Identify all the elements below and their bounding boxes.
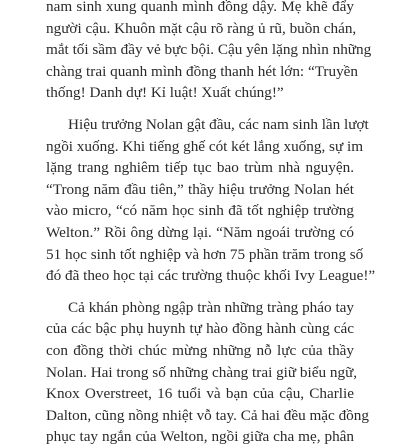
text-line: Dalton, cũng nồng nhiệt vỗ tay. Cả hai đều mặc đồng bbox=[46, 406, 369, 424]
paragraph-3 bbox=[46, 297, 369, 448]
text-line: phục tay ngắn của Welton, ngồi giữa cha mẹ, phân bbox=[46, 428, 354, 446]
text-line: vào micro, “có năm học sinh đã tốt nghiệp trường bbox=[46, 202, 354, 220]
text-line: Knox Overstreet, 16 tuổi và bạn của cậu, Charlie bbox=[46, 385, 354, 403]
text-body bbox=[46, 0, 376, 448]
text-line: Welton.” Rồi ông dừng lại. “Năm ngoái trường có bbox=[46, 223, 354, 241]
text-line: Hiệu trưởng Nolan gật đầu, các nam sinh lần lượt bbox=[68, 115, 369, 133]
text-line: ngồi xuống. Khi tiếng ghế cót két lắng xuống, sự im bbox=[46, 137, 364, 155]
text-line: lặng trang nghiêm tiếp tục bao trùm nhà nguyện. bbox=[46, 159, 354, 177]
text-line: người cậu. Khuôn mặt cậu rõ ràng ủ rũ, buồn chán, bbox=[46, 19, 357, 37]
paragraph-gap bbox=[46, 104, 354, 114]
text-line: thống! Danh dự! Kỉ luật! Xuất chúng!” bbox=[46, 84, 284, 102]
paragraph-2 bbox=[46, 114, 376, 287]
text-line: con đồng thời chúc mừng những nỗ lực của thầy bbox=[46, 341, 354, 359]
text-line: nam sinh xung quanh mình đồng dậy. Mẹ khẽ đẩy bbox=[46, 0, 354, 15]
text-line: Cả khán phòng ngập tràn những tràng pháo tay bbox=[68, 298, 354, 316]
paragraph-gap bbox=[46, 287, 354, 297]
text-line: mắt tối sầm đầy vẻ bực bội. Cậu yên lặng nhìn những bbox=[46, 41, 372, 59]
text-line: của các bậc phụ huynh tự hào đồng hành cùng các bbox=[46, 320, 354, 338]
text-line: chàng trai quanh mình đồng thanh hét lớn: “Truyền bbox=[46, 62, 359, 80]
text-line: Nolan. Hai trong số những chàng trai giữ biểu ngữ, bbox=[46, 363, 358, 381]
text-line: “Trong năm đầu tiên,” thầy hiệu trưởng Nolan hét bbox=[46, 180, 354, 198]
text-line: 51 học sinh tốt nghiệp và hơn 75 phần trăm trong số bbox=[46, 245, 364, 263]
paragraph-1 bbox=[46, 0, 372, 104]
text-line: đó đã theo học tại các trường thuộc khối Ivy League!” bbox=[46, 267, 376, 285]
